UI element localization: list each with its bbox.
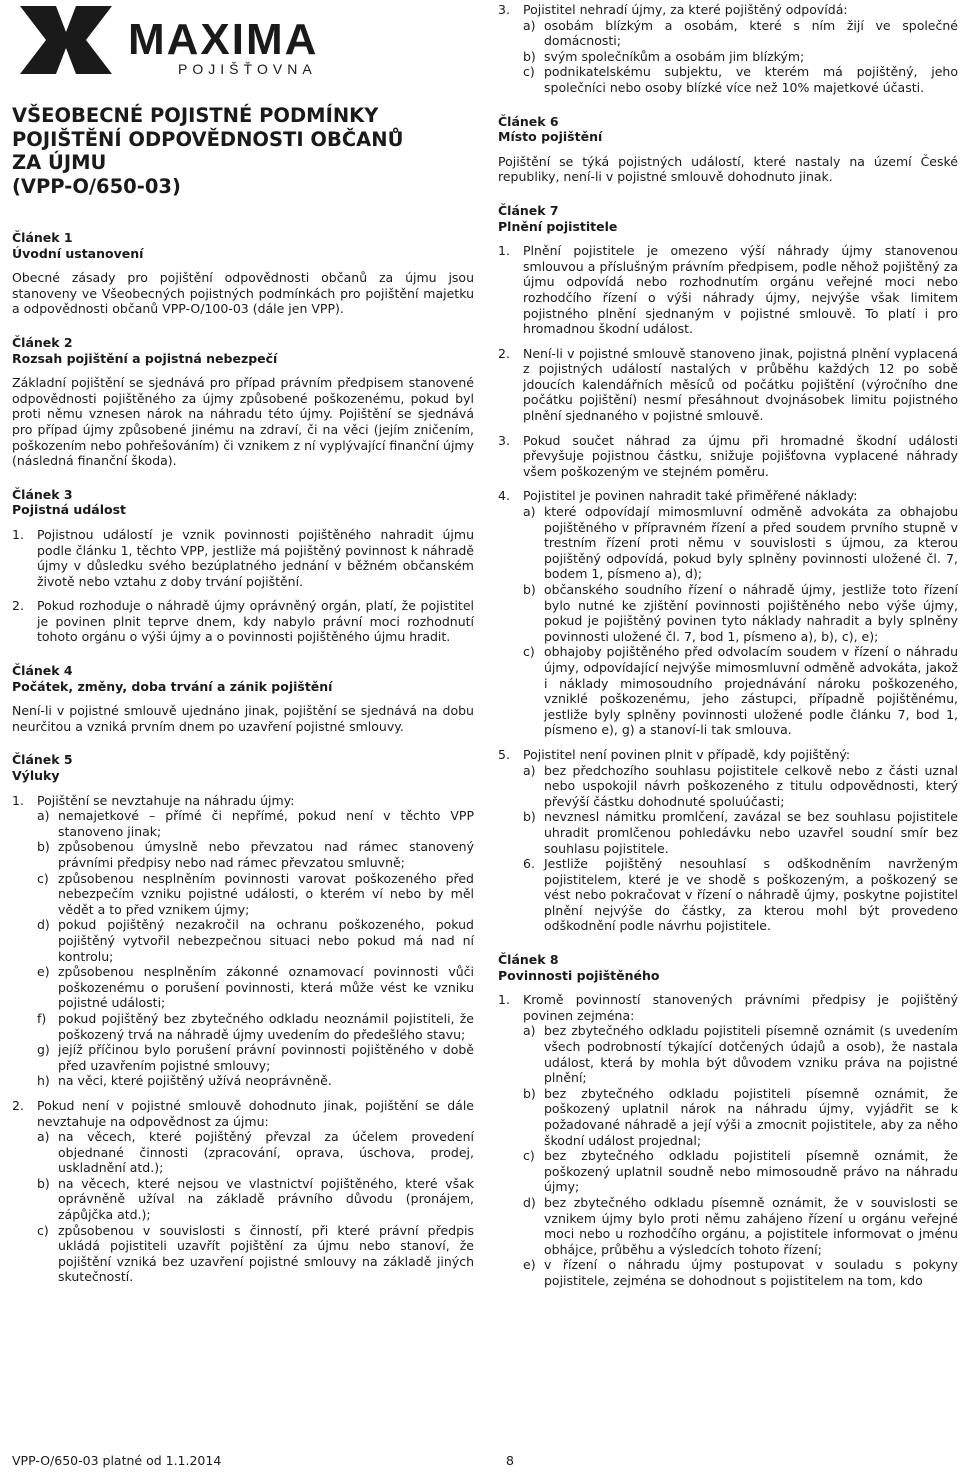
sub-item: e) způsobenou nesplněním zákonné oznamovací povinnosti vůči poškozenému o porušení povinnosti, která může vést ke vzniku pojistné události;	[37, 964, 474, 1011]
sub-item: h) na věci, které pojištěný užívá neoprávněně.	[37, 1073, 332, 1089]
article-number: Článek 8	[498, 952, 559, 968]
sub-item: b) svým společníkům a osobám jim blízkým;	[523, 48, 805, 64]
sub-item: b) na věcech, které nejsou ve vlastnictví pojištěného, které však oprávněně užíval na základě právního důvodu (pronájem, zápůjčka atd.);	[37, 1175, 474, 1223]
list-item: 2. Pokud rozhoduje o náhradě újmy oprávněný orgán, platí, že pojistitel je povinen plnit teprve dnem, kdy nabylo právní moci rozhodnutí tohoto orgánu o výši újmy a o povinnosti pojištěného újmu hradit.	[12, 598, 474, 645]
article-heading: Rozsah pojištění a pojistná nebezpečí	[12, 350, 278, 366]
list-item: 3. Pokud součet náhrad za újmu při hromadné škodní události převyšuje pojistnou částku, snižuje pojišťovna vyplacené náhrady všem poškozeným ve stejném poměru.	[498, 432, 958, 479]
page-number: 8	[506, 1453, 514, 1468]
article-text: Není-li v pojistné smlouvě ujednáno jinak, pojištění se sjednává na dobu neurčitou a vzniká prvním dnem po uzavření pojistné smlouvy.	[12, 703, 474, 734]
sub-item: c) podnikatelskému subjektu, ve kterém má pojištěný, jeho společníci nebo osoby blízké více než 10% majetkové účasti.	[523, 64, 958, 95]
left-column	[12, 230, 474, 1285]
sub-item: g) jejíž příčinou bylo porušení právní povinnosti pojištěného v době před uzavřením pojistné smlouvy;	[37, 1042, 474, 1073]
list-item: 1. Kromě povinností stanovených právními předpisy je pojištěný povinen zejména:	[498, 992, 958, 1023]
right-column	[498, 2, 958, 1289]
article-number: Článek 5	[12, 752, 73, 768]
sub-item: a) bez předchozího souhlasu pojistitele celkově nebo z části uznal nebo uspokojil návrh poškozeného z titulu odpovědnosti, který převýší částku dohodnuté spoluúčasti;	[523, 762, 958, 809]
list-item: 1. Pojistnou událostí je vznik povinnosti pojištěného nahradit újmu podle článku 1, těchto VPP, jestliže má pojištěný povinnost k náhradě újmy v důsledku svého bezúplatného jednání v běžném občanském životě nebo vztahu z doby trvání pojištění.	[12, 526, 474, 589]
logo-name: MAXIMA	[128, 15, 319, 64]
sub-item: c) způsobenou nesplněním povinnosti varovat poškozeného před nebezpečím vzniku pojistné události, o kterém ví nebo by měl vědět a to před vznikem újmy;	[37, 870, 474, 917]
sub-item: a) nemajetkové – přímé či nepřímé, pokud není v těchto VPP stanoveno jinak;	[37, 808, 474, 839]
sub-item: a) na věcech, které pojištěný převzal za účelem provedení objednané činnosti (zpracování, oprava, úschova, prodej, uskladnění atd.);	[37, 1129, 474, 1176]
article-heading: Počátek, změny, doba trvání a zánik pojištění	[12, 678, 333, 694]
list-item: 4. Pojistitel je povinen nahradit také přiměřené náklady:	[498, 488, 858, 504]
list-item: 1. Pojištění se nevztahuje na náhradu újmy:	[12, 792, 295, 808]
article-heading: Úvodní ustanovení	[12, 245, 144, 261]
list-item: 5. Pojistitel není povinen plnit v případě, kdy pojištěný:	[498, 746, 851, 762]
article-number: Článek 1	[12, 230, 73, 245]
document-title	[12, 104, 452, 198]
sub-item: e) v řízení o náhradu újmy postupovat v souladu s pokyny pojistitele, zejména se dohodnout s pojistitelem na tom, kdo	[523, 1257, 958, 1288]
list-item: 1. Plnění pojistitele je omezeno výší náhrady újmy stanovenou smlouvou a příslušným právním předpisem, podle něhož pojištěný za újmu odpovídá nebo rozhodnutím orgánu veřejné moci nebo rozhodčího řízení o výši náhrady újmy, nejvýše však limitem pojistného plnění sjednaným v pojistné smlouvě. To platí i pro hromadnou škodní událost.	[498, 243, 958, 337]
article-number: Článek 7	[498, 202, 559, 218]
article-heading: Plnění pojistitele	[498, 218, 618, 234]
article-number: Článek 2	[12, 334, 73, 350]
article-number: Článek 6	[498, 113, 559, 129]
sub-item: b) nevznesl námitku promlčení, zavázal se bez souhlasu pojistitele uhradit promlčenou pohledávku nebo uzavřel soudní smír bez souhlasu pojistitele.	[523, 809, 958, 856]
maxima-logo	[16, 2, 336, 82]
title-line: VŠEOBECNÉ POJISTNÉ PODMÍNKY	[12, 104, 379, 127]
sub-item: 6. Jestliže pojištěný nesouhlasí s odškodněním navrženým pojistitelem, které je ve shodě s poškozeným, a poškozený se vést nebo pokračovat v řízení o náhradě újmy, poskytne pojistitel plnění nejvýše do částky, za kterou mohl být provedeno odškodnění podle návrhu pojistitele.	[523, 856, 958, 934]
article-text: Obecné zásady pro pojištění odpovědnosti občanů za újmu jsou stanoveny ve Všeobecných pojistných podmínkách pro pojištění majetku a odpovědnosti občanů VPP-O/100-03 (dále jen VPP).	[12, 270, 474, 317]
sub-item: f) pokud pojištěný bez zbytečného odkladu neoznámil pojistiteli, že poškozený trvá na náhradě újmy uvedením do předešlého stavu;	[37, 1010, 474, 1042]
title-line: (VPP-O/650-03)	[12, 174, 181, 198]
title-line: ZA ÚJMU	[12, 151, 107, 174]
sub-item: a) které odpovídají mimosmluvní odměně advokáta za obhajobu pojištěného v přípravném řízení a před soudem prvního stupně v trestním řízení proti němu v souvislosti s újmou, za kterou pojištěný odpovídá, pokud byly splněny povinnosti uložené čl. 7, bodem 1, písmeno a), d);	[523, 504, 958, 582]
article-text: Základní pojištění se sjednává pro případ právním předpisem stanovené odpovědnosti pojištěného za újmy způsobené poškozenému, pokud byl proti němu vznesen nárok na náhradu této újmy. Pojištění se sjednává pro případ újmy způsobené jinému na zdraví, či na věci (jejím zničením, poškozením nebo pohřešováním) či vznikem z ní vyplývající finanční újmy (následná finanční škoda).	[12, 375, 474, 469]
title-line: POJIŠTĚNÍ ODPOVĚDNOSTI OBČANŮ	[12, 127, 404, 151]
sub-item: d) pokud pojištěný nezakročil na ochranu poškozeného, pokud pojištěný vytvořil nebezpečnou situaci nebo pokud má nad ní kontrolu;	[37, 917, 474, 964]
article-number: Článek 3	[12, 486, 73, 502]
logo-subtitle: POJIŠŤOVNA	[178, 61, 317, 77]
list-item: 3. Pojistitel nehradí újmy, za které pojištěný odpovídá:	[498, 2, 848, 17]
sub-item: a) bez zbytečného odkladu pojistiteli písemně oznámit (s uvedením všech podrobností týkající dotčených údajů a osob), že nastala událost, která by mohla být důvodem vzniku práva na pojistné plnění;	[523, 1023, 958, 1086]
sub-item: a) osobám blízkým a osobám, které s ním žijí ve společné domácnosti;	[523, 17, 958, 49]
article-heading: Výluky	[12, 768, 60, 784]
sub-item: b) způsobenou úmyslně nebo převzatou nad rámec stanovený právními předpisy nebo nad rámec převzatou smluvně;	[37, 839, 474, 870]
sub-item: c) bez zbytečného odkladu pojistiteli písemně oznámit, že poškozený uplatnil soudně nebo mimosoudně právo na náhradu újmy;	[523, 1148, 958, 1195]
article-heading: Pojistná událost	[12, 502, 126, 518]
list-item: 2. Pokud není v pojistné smlouvě dohodnuto jinak, pojištění se dále nevztahuje na odpovědnost za újmu:	[12, 1097, 474, 1129]
sub-item: c) způsobenou v souvislosti s činností, při které právní předpis ukládá pojistiteli uzavřít pojištění za újmu nebo stanoví, že pojištění vzniká bez uzavření pojistné smlouvy na základě jiných skutečností.	[37, 1222, 474, 1285]
article-number: Článek 4	[12, 663, 73, 679]
logo-mark-icon	[20, 6, 112, 74]
article-heading: Povinnosti pojištěného	[498, 967, 660, 983]
article-text: Pojištění se týká pojistných událostí, které nastaly na území České republiky, není-li v pojistné smlouvě dohodnuto jinak.	[498, 153, 958, 185]
list-item: 2. Není-li v pojistné smlouvě stanoveno jinak, pojistná plnění vyplacená z pojistných událostí nastalých v průběhu každých 12 po sobě jdoucích kalendářních měsíců od počátku pojištění (výročního dne počátku pojištění) nesmí přesáhnout dvojnásobek limitu pojistného plnění sjednaného v pojistné smlouvě.	[498, 345, 958, 424]
sub-item: d) bez zbytečného odkladu písemně oznámit, že v souvislosti se vznikem újmy bylo proti němu zahájeno řízení u orgánu veřejné moci nebo u rozhodčího orgánu, a pojistitele informovat o jménu obhájce, průběhu a výsledcích tohoto řízení;	[523, 1194, 958, 1257]
footer-document-code: VPP-O/650-03 platné od 1.1.2014	[12, 1453, 222, 1468]
sub-item: b) občanského soudního řízení o náhradě újmy, jestliže toto řízení bylo nutné ke zjištění povinnosti pojištěného nebo výše újmy, pokud je pojištěný povinen tyto náklady nahradit a byly splněny povinnosti uložené čl. 7, bod 1, písmeno a), b), c), e);	[523, 582, 958, 644]
sub-item: b) bez zbytečného odkladu pojistiteli písemně oznámit, že poškozený uplatnil nárok na náhradu újmy, vyjádřit se k požadované náhradě a její výši a zmocnit pojistitele, aby za něho škodní událost projednal;	[523, 1085, 958, 1148]
sub-item: c) obhajoby pojištěného před odvolacím soudem v řízení o náhradu újmy, odpovídající nejvýše mimosmluvní odměně advokáta, jakož i náklady mimosoudního projednávání nároku poškozeného, vzniklé poškozenému, jeho zástupci, případně pojištěnému, jestliže byly splněny povinnosti uložené podle článku 7, bod 1, písmeno e), g) a stanoví-li tak smlouva.	[523, 644, 958, 738]
article-heading: Místo pojištění	[498, 129, 603, 145]
